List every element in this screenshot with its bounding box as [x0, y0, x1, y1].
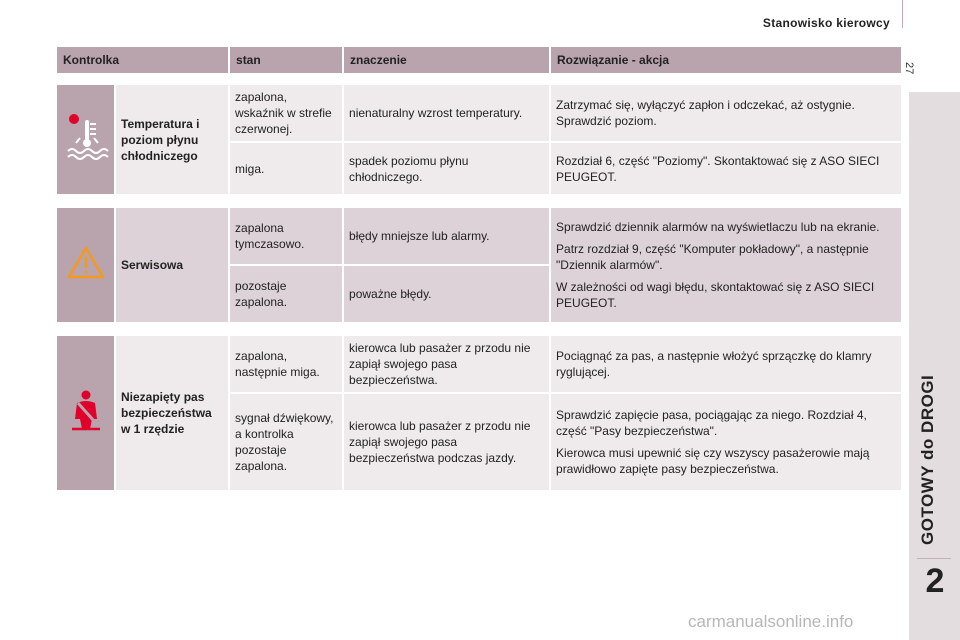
service-indicator-cell: [57, 208, 116, 324]
meaning-cell: kierowca lub pasażer z przodu nie zapiął swojego pasa bezpieczeństwa.: [344, 336, 551, 394]
indicator-name-service: Serwisowa: [116, 208, 230, 324]
coolant-temperature-icon: [62, 155, 110, 169]
indicator-name-coolant: Temperatura i poziom płynu chłodniczego: [116, 85, 230, 196]
column-header-kontrolka: Kontrolka: [57, 47, 230, 73]
chapter-number: 2: [925, 562, 945, 600]
action-cell: [551, 336, 903, 394]
table-row: [57, 336, 903, 394]
action-cell: [551, 143, 903, 196]
column-header-stan: stan: [230, 47, 344, 73]
indicator-name-seatbelt: Niezapięty pas bezpieczeństwa w 1 rzędzie: [116, 336, 230, 492]
action-text: Patrz rozdział 9, część "Komputer pokładowy", a następnie "Dziennik alarmów".: [556, 242, 869, 272]
service-warning-icon: [66, 270, 106, 284]
coolant-indicator-cell: [57, 85, 116, 196]
status-cell: sygnał dźwiękowy, a kontrolka pozostaje zapalona.: [230, 394, 344, 492]
warning-lights-table: [57, 47, 903, 492]
status-cell: miga.: [230, 143, 344, 196]
table-row: [57, 208, 903, 266]
column-header-akcja: Rozwiązanie - akcja: [551, 47, 903, 73]
status-cell: zapalona tymczasowo.: [230, 208, 344, 266]
action-text: Sprawdzić zapięcie pasa, pociągając za niego. Rozdział 4, część "Pasy bezpieczeństwa".: [556, 408, 867, 438]
meaning-cell: kierowca lub pasażer z przodu nie zapiął swojego pasa bezpieczeństwa podczas jazdy.: [344, 394, 551, 492]
table-row: [57, 85, 903, 143]
action-text: W zależności od wagi błędu, skontaktować się z ASO SIECI PEUGEOT.: [556, 280, 875, 310]
seatbelt-indicator-cell: [57, 336, 116, 492]
action-cell: [551, 208, 903, 324]
header-divider: [902, 0, 903, 28]
action-text: Zatrzymać się, wyłączyć zapłon i odczekać, aż ostygnie. Sprawdzić poziom.: [556, 98, 855, 128]
action-text: Pociągnąć za pas, a następnie włożyć sprzączkę do klamry ryglującej.: [556, 349, 872, 379]
table-header-row: [57, 47, 903, 73]
running-header: Stanowisko kierowcy: [762, 16, 890, 30]
chapter-title: GOTOWY do DROGI: [918, 374, 937, 545]
meaning-cell: błędy mniejsze lub alarmy.: [344, 208, 551, 266]
column-header-znaczenie: znaczenie: [344, 47, 551, 73]
watermark: carmanualsonline.info: [688, 612, 854, 631]
meaning-cell: spadek poziomu płynu chłodniczego.: [344, 143, 551, 196]
page-number: 27: [903, 62, 915, 75]
action-text: Rozdział 6, część "Poziomy". Skontaktować się z ASO SIECI PEUGEOT.: [556, 153, 880, 184]
chapter-divider: [917, 558, 951, 559]
status-cell: pozostaje zapalona.: [230, 266, 344, 324]
status-cell: zapalona, następnie miga.: [230, 336, 344, 394]
seatbelt-icon: [66, 422, 106, 436]
meaning-cell: nienaturalny wzrost temperatury.: [344, 85, 551, 143]
status-cell: zapalona, wskaźnik w strefie czerwonej.: [230, 85, 344, 143]
action-text: Sprawdzić dziennik alarmów na wyświetlaczu lub na ekranie.: [556, 220, 880, 234]
action-cell: [551, 85, 903, 143]
action-cell: [551, 394, 903, 492]
action-text: Kierowca musi upewnić się czy wszyscy pasażerowie mają prawidłowo zapięte pasy bezpieczeństwa.: [556, 446, 870, 476]
meaning-cell: poważne błędy.: [344, 266, 551, 324]
